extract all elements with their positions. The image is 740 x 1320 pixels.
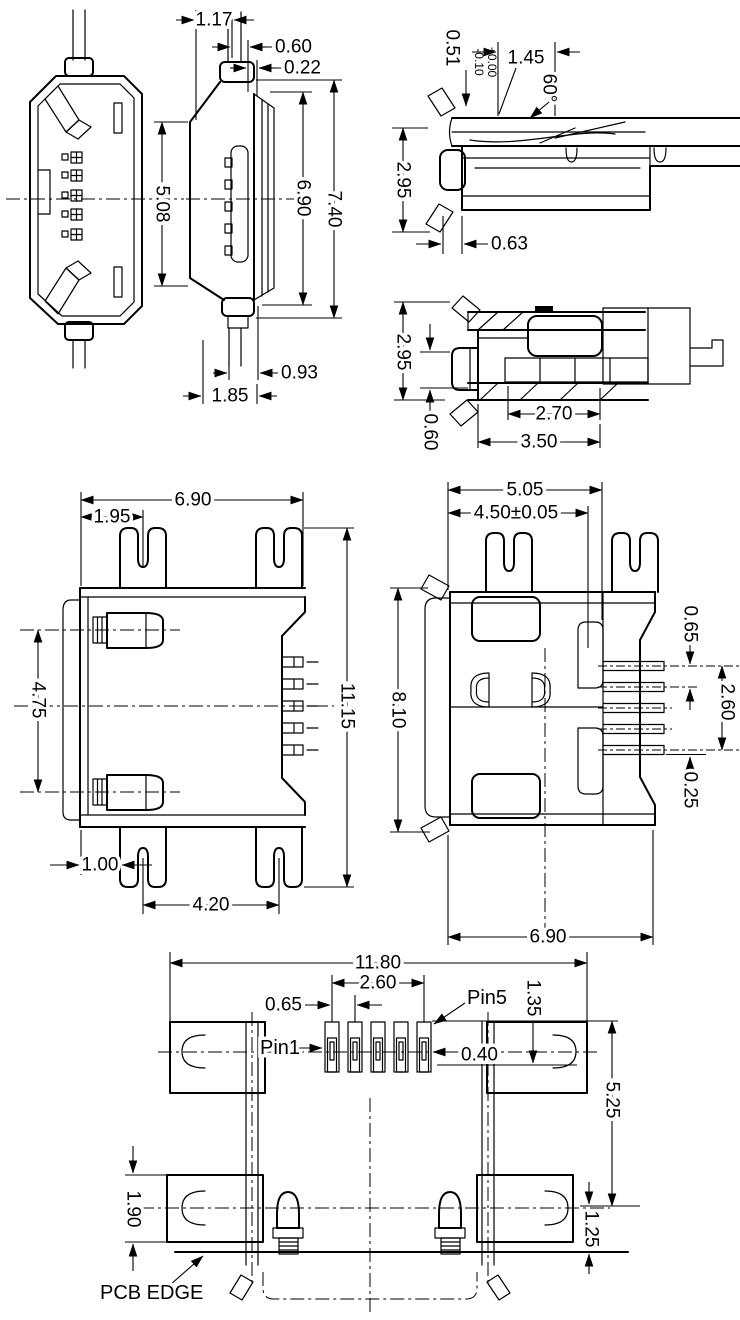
dim-text-body-width: 6.90 — [174, 489, 212, 511]
dim-6-90-bottom — [448, 830, 653, 948]
dim-2-95-elev — [392, 128, 430, 232]
dim-text-base-width: 1.85 — [211, 385, 249, 407]
section-view — [393, 296, 724, 453]
dim-1-17 — [176, 10, 254, 121]
dim-text-shell-lip: 0.60 — [275, 36, 312, 58]
label-pin5 — [434, 987, 507, 1024]
dim-text-shell-height: 6.90 — [292, 179, 314, 217]
dim-text-pin-width: 1.17 — [195, 9, 233, 31]
dim-5-25 — [580, 1021, 640, 1206]
dim-0-22 — [230, 58, 321, 97]
dim-text-depth-inner: 2.70 — [535, 403, 573, 425]
dim-text-edge-overhang: 1.25 — [580, 1210, 602, 1248]
dim-2-95-section — [393, 302, 451, 400]
pcb-edge-label: PCB EDGE — [100, 1282, 204, 1304]
pin5-label: Pin5 — [467, 987, 508, 1009]
dim-0-25 — [666, 755, 706, 809]
dim-text-latch: 1.45 — [507, 47, 545, 69]
dim-text-angle: 60° — [538, 73, 560, 103]
dim-0-60-section — [420, 324, 469, 450]
label-pcb-edge — [100, 1256, 203, 1304]
dim-2-70 — [508, 386, 600, 425]
dim-text-boss-pitch: 4.75 — [27, 681, 49, 719]
contact-pins-front — [62, 152, 82, 240]
dim-text-pin-offset: 0.93 — [281, 362, 318, 384]
dim-5-08 — [152, 122, 189, 286]
dim-text-lip-step: 0.22 — [284, 57, 321, 79]
dim-text-pad-width: 0.40 — [461, 1044, 498, 1066]
dim-0-63 — [416, 216, 528, 255]
thru-boss-right — [435, 1192, 465, 1254]
dim-text-depth: 5.25 — [601, 1081, 623, 1119]
dim-text-bottom-length: 8.10 — [387, 691, 409, 729]
dim-1-95 — [81, 507, 143, 567]
pcb-footprint-view — [100, 952, 640, 1316]
dim-1-25 — [581, 1182, 602, 1274]
dim-text-notch-offset: 1.95 — [93, 506, 131, 528]
dim-1-00 — [50, 830, 152, 876]
dim-text-tab-pitch: 4.20 — [192, 894, 230, 916]
dim-text-edge-offset: 1.00 — [81, 854, 119, 876]
side-elevation-view — [392, 30, 740, 255]
dim-2-60-span — [717, 666, 738, 750]
label-pin1 — [260, 1037, 322, 1059]
dim-text-pin-span: 2.60 — [716, 683, 738, 721]
dim-11-15 — [304, 528, 358, 887]
dim-text-step: 0.51 — [441, 29, 463, 67]
dim-0-65-pads — [265, 995, 382, 1023]
dim-text-overall: 11.80 — [354, 952, 402, 974]
dim-text-boss: 0.60 — [419, 413, 441, 451]
dim-text-body-length: 11.15 — [336, 682, 358, 730]
dim-text-foot-offset: 0.63 — [491, 233, 528, 255]
dim-text-tol-plus: +0.00 — [485, 46, 499, 78]
dim-text-tol-minus: -0.10 — [472, 48, 486, 76]
dim-text-pin-pitch: 0.65 — [679, 605, 701, 643]
dim-text-elev-height: 2.95 — [392, 161, 414, 199]
pin1-label: Pin1 — [260, 1037, 301, 1059]
dim-text-opening: 4.50±0.05 — [473, 502, 559, 524]
dim-8-10 — [388, 588, 431, 832]
thru-boss-left — [273, 1192, 303, 1254]
dim-text-section-height: 2.95 — [392, 333, 414, 371]
dim-0-65-pitch — [680, 606, 701, 710]
dim-0-51 — [442, 30, 500, 106]
dim-text-pad-pitch: 0.65 — [265, 994, 302, 1016]
dim-0-40 — [433, 1045, 498, 1066]
dim-6-90-top — [81, 490, 303, 587]
smd-pads — [325, 1022, 431, 1072]
dim-4-75 — [28, 630, 49, 792]
side-profile-view — [152, 10, 345, 407]
dim-2-60-pads — [332, 973, 424, 1023]
dim-text-overall-height: 7.40 — [323, 190, 345, 228]
dim-text-pad-height: 1.90 — [122, 1190, 144, 1228]
dim-text-shell-width: 5.05 — [506, 479, 544, 501]
dim-text-pad-span: 2.60 — [359, 972, 397, 994]
top-view — [14, 490, 358, 916]
dim-text-pad-offset: 1.35 — [522, 979, 544, 1017]
dim-text-opening-height: 5.08 — [151, 185, 173, 223]
dim-text-depth-outer: 3.50 — [520, 431, 558, 453]
dim-4-50 — [448, 503, 588, 649]
bottom-view — [388, 480, 740, 949]
dim-text-bottom-width: 6.90 — [529, 926, 567, 948]
dim-5-05 — [448, 480, 602, 621]
dim-text-pin-thickness: 0.25 — [679, 771, 701, 809]
